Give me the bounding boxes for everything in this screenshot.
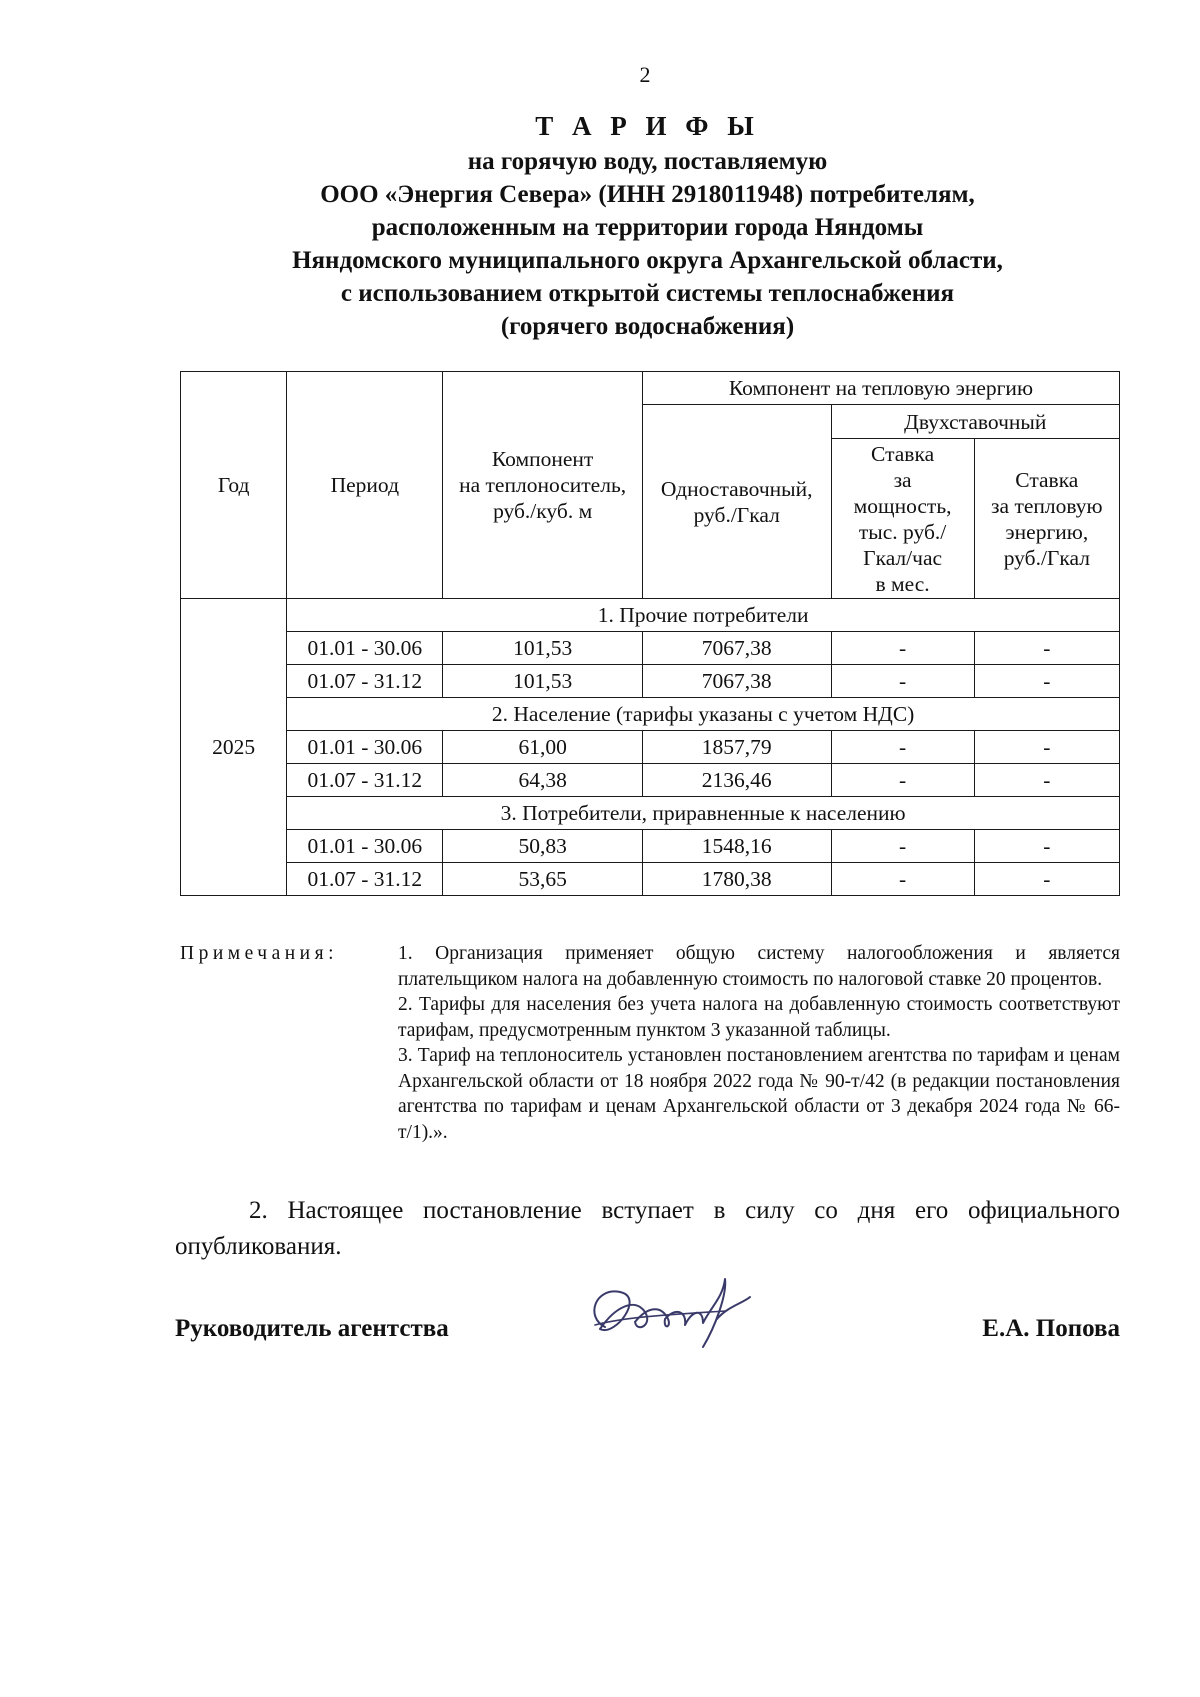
energy-rate-cell: - <box>974 764 1119 797</box>
header-energy-rate <box>974 439 1119 599</box>
header-capacity-rate <box>831 439 974 599</box>
header-line: тыс. руб./ <box>858 519 947 544</box>
period-cell: 01.07 - 31.12 <box>287 863 443 896</box>
header-heat-component: Компонент на тепловую энергию <box>642 372 1119 405</box>
note-item: 2. Тарифы для населения без учета налога на добавленную стоимость соответствуют тарифам, предусмотренным пунктом 3 указанной таблицы. <box>398 994 1120 1041</box>
table-header-row <box>181 372 1120 405</box>
period-cell: 01.01 - 30.06 <box>287 632 443 665</box>
header-line: энергию, <box>1005 519 1089 544</box>
table-row <box>181 665 1120 698</box>
single-rate-cell: 7067,38 <box>642 665 831 698</box>
signature-block <box>175 1315 1120 1375</box>
single-rate-cell: 1780,38 <box>642 863 831 896</box>
coolant-cell: 50,83 <box>443 830 643 863</box>
header-line: за <box>893 467 912 492</box>
period-cell: 01.07 - 31.12 <box>287 665 443 698</box>
header-year: Год <box>181 372 287 599</box>
header-line: Ставка <box>1015 467 1079 492</box>
header-line: руб./Гкал <box>1003 545 1090 570</box>
capacity-rate-cell: - <box>831 665 974 698</box>
capacity-rate-cell: - <box>831 731 974 764</box>
header-single-rate <box>642 405 831 599</box>
header-line: Компонент <box>491 447 594 471</box>
capacity-rate-cell: - <box>831 764 974 797</box>
title-line: на горячую воду, поставляемую <box>467 148 828 175</box>
single-rate-cell: 7067,38 <box>642 632 831 665</box>
note-item: 3. Тариф на теплоноситель установлен постановлением агентства по тарифам и ценам Архангельской области от 18 ноября 2022 года № 90-т/42 (в редакции постановления агентства по тарифам и ценам Архангельской области от 3 декабря 2024 года № 66-т/1).». <box>398 1045 1120 1143</box>
notes-body <box>398 941 1120 1145</box>
capacity-rate-cell: - <box>831 830 974 863</box>
coolant-cell: 101,53 <box>443 632 643 665</box>
table-row <box>181 863 1120 896</box>
section-row <box>181 599 1120 632</box>
energy-rate-cell: - <box>974 731 1119 764</box>
table-row <box>181 731 1120 764</box>
year-cell: 2025 <box>181 599 287 896</box>
header-line: Ставка <box>871 441 935 466</box>
tariffs-table <box>180 371 1120 896</box>
page-number: 2 <box>639 62 651 87</box>
table-row <box>181 830 1120 863</box>
header-two-rate: Двухставочный <box>831 405 1119 439</box>
capacity-rate-cell: - <box>831 632 974 665</box>
header-line: Гкал/час <box>863 545 943 570</box>
handwritten-signature <box>575 1267 775 1357</box>
header-line: на теплоноситель, <box>459 473 627 497</box>
header-line: руб./Гкал <box>693 502 780 527</box>
note-item: 1. Организация применяет общую систему налогообложения и является плательщиком налога на добавленную стоимость по налоговой ставке 20 процентов. <box>398 943 1120 990</box>
header-line: в мес. <box>875 571 930 596</box>
coolant-cell: 61,00 <box>443 731 643 764</box>
header-period: Период <box>287 372 443 599</box>
title-line: расположенным на территории города Няндомы <box>371 214 924 241</box>
header-coolant <box>443 372 643 599</box>
energy-rate-cell: - <box>974 830 1119 863</box>
coolant-cell: 53,65 <box>443 863 643 896</box>
coolant-cell: 101,53 <box>443 665 643 698</box>
energy-rate-cell: - <box>974 632 1119 665</box>
section-title: 1. Прочие потребители <box>287 599 1120 632</box>
coolant-cell: 64,38 <box>443 764 643 797</box>
title-line: с использованием открытой системы теплоснабжения <box>340 280 955 307</box>
single-rate-cell: 1857,79 <box>642 731 831 764</box>
signatory-name: Е.А. Попова <box>982 1315 1120 1342</box>
single-rate-cell: 1548,16 <box>642 830 831 863</box>
notes-label: Примечания: <box>180 943 338 964</box>
section-title: 3. Потребители, приравненные к населению <box>287 797 1120 830</box>
capacity-rate-cell: - <box>831 863 974 896</box>
header-line: руб./куб. м <box>493 499 593 523</box>
section-title: 2. Население (тарифы указаны с учетом НДС) <box>287 698 1120 731</box>
single-rate-cell: 2136,46 <box>642 764 831 797</box>
period-cell: 01.01 - 30.06 <box>287 830 443 863</box>
energy-rate-cell: - <box>974 665 1119 698</box>
effective-clause: 2. Настоящее постановление вступает в силу со дня его официального опубликования. <box>175 1197 1120 1260</box>
section-row <box>181 797 1120 830</box>
header-line: Одноставочный, <box>660 476 813 501</box>
period-cell: 01.07 - 31.12 <box>287 764 443 797</box>
title-line: (горячего водоснабжения) <box>500 313 795 340</box>
period-cell: 01.01 - 30.06 <box>287 731 443 764</box>
title-heading: Т А Р И Ф Ы <box>535 111 760 141</box>
energy-rate-cell: - <box>974 863 1119 896</box>
document-title <box>175 110 1120 343</box>
title-line: Няндомского муниципального округа Архангельской области, <box>292 247 1003 274</box>
signatory-position: Руководитель агентства <box>175 1315 449 1342</box>
table-row <box>181 632 1120 665</box>
header-line: мощность, <box>853 493 952 518</box>
title-line: ООО «Энергия Севера» (ИНН 2918011948) потребителям, <box>320 181 975 208</box>
header-line: за тепловую <box>991 493 1103 518</box>
section-row <box>181 698 1120 731</box>
table-row <box>181 764 1120 797</box>
